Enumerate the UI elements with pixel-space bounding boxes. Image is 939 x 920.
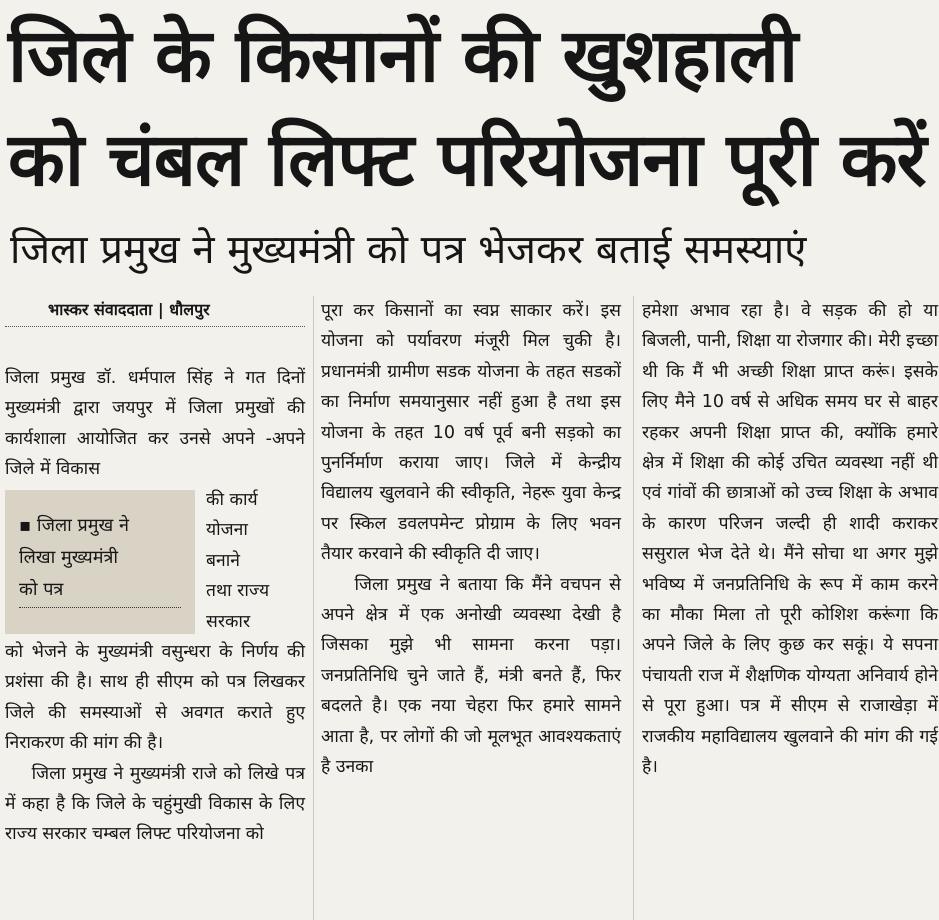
column-1-side-text: की कार्य योजना बनाने तथा राज्य सरकार — [206, 490, 270, 632]
pull-quote-divider — [19, 607, 181, 608]
byline: भास्कर संवाददाता | धौलपुर — [48, 300, 210, 319]
headline-line-2: को चंबल लिफ्ट परियोजना पूरी करें — [8, 117, 926, 203]
pull-quote-text: ▪ जिला प्रमुख ने लिखा मुख्यमंत्री को पत्र — [19, 515, 129, 600]
headline-line-1: जिले के किसानों की खुशहाली — [8, 13, 798, 99]
column-divider — [313, 296, 314, 920]
subheadline: जिला प्रमुख ने मुख्यमंत्री को पत्र भेजकर बताई समस्याएं — [10, 227, 807, 273]
column-divider — [633, 296, 634, 920]
column-1-bottom-text: को भेजने के मुख्यमंत्री वसुन्धरा के निर्णय की प्रशंसा की है। साथ ही सीएम को पत्र लिखकर जिले की समस्याओं से अवगत कराते हुए निराकरण की मांग की है। जिला प्रमुख ने मुख्यमंत्री राजे को लिखे पत्र में कहा है कि जिले के चहुंमुखी विकास के लिए राज्य सरकार चम्बल लिफ्ट परियोजना को — [5, 642, 305, 845]
byline-divider — [5, 326, 305, 327]
headline — [8, 4, 933, 212]
pull-quote-box — [5, 490, 195, 634]
column-3-text: हमेशा अभाव रहा है। वे सड़क की हो या बिजली, पानी, शिक्षा या रोजगार की। मेरी इच्छा थी कि मैं भी अच्छी शिक्षा प्राप्त करूं। इसके लिए मैने 10 वर्ष से अधिक समय घर से बाहर रहकर अपनी शिक्षा प्राप्त की, क्योंकि हमारे क्षेत्र में शिक्षा की कोई उचित व्यवस्था नहीं थी एवं गांवों की छात्राओं को उच्च शिक्षा के अभाव के कारण परिजन जल्दी ही शादी कराकर ससुराल भेज देते थे। मैंने सोचा था अगर मुझे भविष्य में जनप्रतिनिधि के रूप में काम करने का मौका मिला तो पूरी कोशिश करूंगा कि अपने जिले के लिए कुछ कर सकूं। ये सपना पंचायती राज में शैक्षणिक योग्यता अनिवार्य होने से पूरा हुआ। पत्र में सीएम से राजाखेड़ा में राजकीय महाविद्यालय खुलवाने की मांग की गई है। — [642, 301, 938, 778]
column-1-top-text: जिला प्रमुख डॉ. धर्मपाल सिंह ने गत दिनों मुख्यमंत्री द्वारा जयपुर में जिला प्रमुखों की कार्यशाला आयोजित कर उनसे अपने -अपने जिले में विकास — [5, 368, 311, 480]
column-2-text: पूरा कर किसानों का स्वप्न साकार करें। इस योजना को पर्यावरण मंजूरी मिल चुकी है। प्रधानमंत्री ग्रामीण सडक योजना के तहत सडकों का निर्माण समयानुसार नहीं हुआ है तथा इस योजना के तहत 10 वर्ष पूर्व बनी सड़को का पुनर्निर्माण कराया जाए। जिले में केन्द्रीय विद्यालय खुलवाने की स्वीकृति, नेहरू युवा केन्द्र पर स्किल डवलपमेन्ट प्रोग्राम के लिए भवन तैयार करवाने की स्वीकृति दी जाए। जिला प्रमुख ने बताया कि मैंने वचपन से अपने क्षेत्र में एक अनोखी व्यवस्था देखी है जिसका मुझे भी सामना करना पड़ा। जनप्रतिनिधि चुने जाते हैं, मंत्री बनते हैं, फिर बदलते है। एक नया चेहरा फिर हमारे सामने आता है, पर लोगों की जो मूलभूत आवश्यकताएं है उनका — [321, 301, 621, 778]
